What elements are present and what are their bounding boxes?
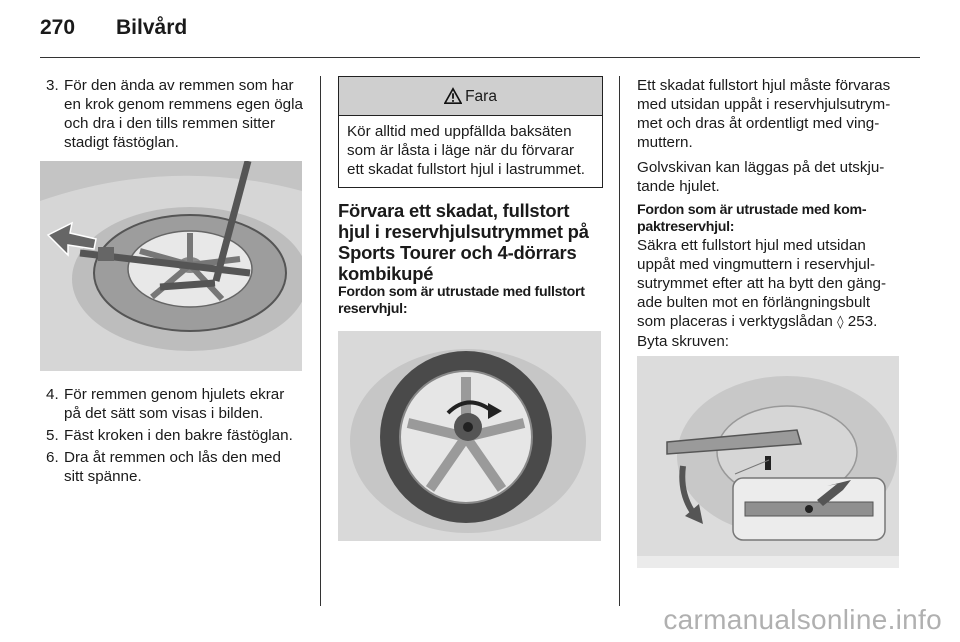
page-title: Bilvård xyxy=(116,16,188,39)
page-reference[interactable]: 253. xyxy=(847,313,878,330)
column-middle xyxy=(338,76,603,541)
column-divider-2 xyxy=(619,76,620,606)
replace-bolt-illustration xyxy=(637,356,899,568)
warning-header xyxy=(339,77,602,116)
page-reference-icon: ◊ xyxy=(837,315,844,330)
step-item: 5. Fäst kroken i den bakre fästöglan. xyxy=(46,427,293,444)
step-item: 6. Dra åt remmen och lås den med sitt spänne. xyxy=(46,449,281,485)
section-subheading: Fordon som är utrustade med fullstort reservhjul: xyxy=(338,284,585,317)
warning-triangle-icon xyxy=(444,87,462,105)
page-number: 270 xyxy=(40,16,76,39)
column-right xyxy=(637,76,901,568)
section-subheading: Fordon som är utrustade med kompaktreservhjul: xyxy=(637,202,867,235)
header-rule xyxy=(40,57,920,58)
step-list-top xyxy=(40,76,304,152)
step-item: 3. För den ända av remmen som har en krok genom remmens egen ögla och dra i den tills remmen sitter stadigt fästöglan. xyxy=(46,77,303,151)
paragraph: Säkra ett fullstort hjul med utsidan uppåt med vingmuttern i reservhjulsutrymmet efter att ha bytt den gängade bulten mot en förlängningsbult som placeras i verktygslådan ◊ 253. xyxy=(637,237,887,330)
paragraph: Byta skruven: xyxy=(637,333,730,350)
paragraph: Golvskivan kan läggas på det utskjutande hjulet. xyxy=(637,159,885,195)
warning-title: Fara xyxy=(465,87,497,105)
damaged-wheel-in-well-illustration xyxy=(338,331,601,541)
section-heading: Förvara ett skadat, fullstort hjul i reservhjulsutrymmet på Sports Tourer och 4-dörrars kombikupé xyxy=(338,200,589,284)
warning-text: Kör alltid med uppfällda baksäten som är låsta i läge när du förvarar ett skadat fullstort hjul i lastrummet. xyxy=(347,123,586,178)
page-header xyxy=(40,16,187,40)
column-left xyxy=(40,76,304,489)
paragraph: Ett skadat fullstort hjul måste förvaras med utsidan uppåt i reservhjulsutrymmet och dras åt ordentligt med vingmuttern. xyxy=(637,77,891,151)
column-divider-1 xyxy=(320,76,321,606)
step-list-bottom xyxy=(40,385,304,486)
spare-wheel-strap-illustration xyxy=(40,161,302,371)
warning-box xyxy=(338,76,603,188)
step-item: 4. För remmen genom hjulets ekrar på det sätt som visas i bilden. xyxy=(46,386,285,422)
watermark: carmanualsonline.info xyxy=(663,604,942,635)
